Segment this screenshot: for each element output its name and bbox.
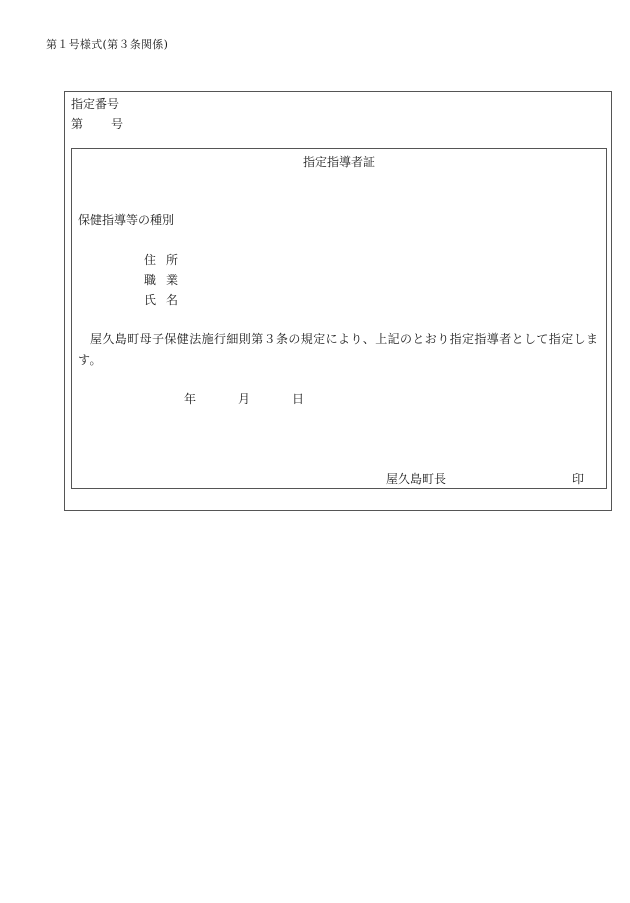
occupation-char-2: 業 <box>166 273 179 287</box>
form-number-header: 第１号様式(第３条関係) <box>46 38 169 51</box>
designation-statement: 屋久島町母子保健法施行細則第３条の規定により、上記のとおり指定指導者として指定します。 <box>78 332 599 367</box>
number-prefix: 第 <box>71 117 84 131</box>
date-day-label: 日 <box>292 392 305 406</box>
designation-number-label: 指定番号 <box>71 97 120 111</box>
certificate-title: 指定指導者証 <box>302 155 375 169</box>
date-year-label: 年 <box>184 392 197 406</box>
designation-number-line <box>71 115 123 132</box>
address-char-2: 所 <box>166 253 179 267</box>
name-char-1: 氏 <box>144 293 157 307</box>
address-field-label <box>144 251 178 268</box>
seal-mark: 印 <box>572 472 585 486</box>
issuer-title: 屋久島町長 <box>386 472 447 486</box>
name-field-label <box>144 291 178 308</box>
date-month-label: 月 <box>238 392 251 406</box>
number-suffix: 号 <box>111 117 124 131</box>
address-char-1: 住 <box>144 253 157 267</box>
occupation-field-label <box>144 271 178 288</box>
guidance-kind-label: 保健指導等の種別 <box>78 213 175 227</box>
certificate-outer-frame <box>64 91 612 511</box>
name-char-2: 名 <box>166 293 179 307</box>
occupation-char-1: 職 <box>144 273 157 287</box>
certificate-inner-frame <box>71 148 607 489</box>
